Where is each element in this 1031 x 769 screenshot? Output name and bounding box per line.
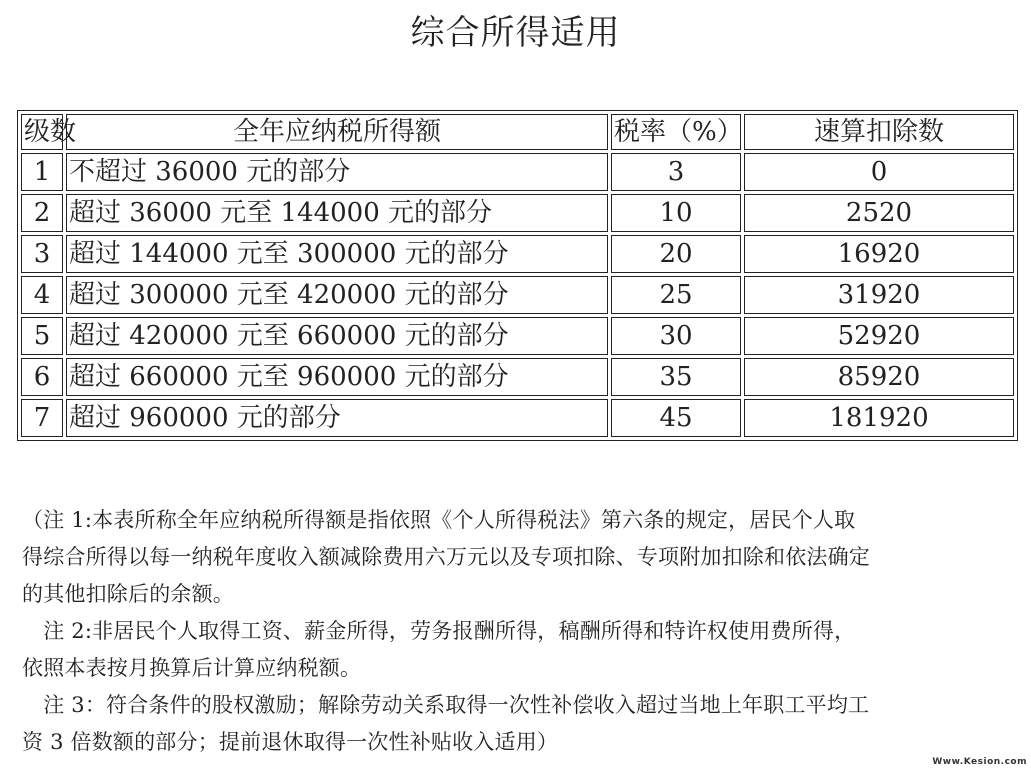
level-cell: 5 (21, 317, 63, 355)
note-1-line: （注 1:本表所称全年应纳税所得额是指依照《个人所得税法》第六条的规定，居民个人取 (22, 508, 856, 532)
header-range: 全年应纳税所得额 (66, 114, 608, 150)
deduction-cell: 181920 (744, 399, 1014, 437)
level-cell: 1 (21, 153, 63, 191)
table-row (21, 153, 1014, 191)
table-row (21, 194, 1014, 232)
table-row (21, 358, 1014, 396)
table-row (21, 235, 1014, 273)
note-3-line: 注 3：符合条件的股权激励；解除劳动关系取得一次性补偿收入超过当地上年职工平均工 (22, 693, 870, 717)
range-cell: 超过 36000 元至 144000 元的部分 (66, 194, 608, 232)
rate-cell: 25 (611, 276, 741, 314)
level-cell: 3 (21, 235, 63, 273)
deduction-cell: 85920 (744, 358, 1014, 396)
note-1-line: 得综合所得以每一纳税年度收入额减除费用六万元以及专项扣除、专项附加扣除和依法确定 (22, 545, 870, 569)
table-row (21, 276, 1014, 314)
notes-section (22, 502, 1022, 761)
note-3-line: 资 3 倍数额的部分；提前退休取得一次性补贴收入适用） (22, 730, 559, 754)
tax-rate-table (17, 110, 1018, 441)
site-watermark: Www.Kesion.com (932, 757, 1027, 767)
rate-cell: 45 (611, 399, 741, 437)
rate-cell: 20 (611, 235, 741, 273)
range-cell: 超过 420000 元至 660000 元的部分 (66, 317, 608, 355)
note-2-line: 依照本表按月换算后计算应纳税额。 (22, 656, 362, 680)
rate-cell: 30 (611, 317, 741, 355)
deduction-cell: 0 (744, 153, 1014, 191)
note-2-line: 注 2:非居民个人取得工资、薪金所得，劳务报酬所得，稿酬所得和特许权使用费所得， (22, 619, 856, 643)
rate-cell: 35 (611, 358, 741, 396)
header-rate: 税率（%） (611, 114, 741, 150)
level-cell: 4 (21, 276, 63, 314)
rate-cell: 10 (611, 194, 741, 232)
range-cell: 超过 144000 元至 300000 元的部分 (66, 235, 608, 273)
range-cell: 超过 660000 元至 960000 元的部分 (66, 358, 608, 396)
range-cell: 不超过 36000 元的部分 (66, 153, 608, 191)
header-level: 级数 (21, 114, 63, 150)
note-1-line: 的其他扣除后的余额。 (22, 582, 234, 606)
header-deduction: 速算扣除数 (744, 114, 1014, 150)
deduction-cell: 2520 (744, 194, 1014, 232)
table-row (21, 399, 1014, 437)
deduction-cell: 52920 (744, 317, 1014, 355)
page-title: 综合所得适用 (410, 13, 621, 53)
range-cell: 超过 960000 元的部分 (66, 399, 608, 437)
range-cell: 超过 300000 元至 420000 元的部分 (66, 276, 608, 314)
level-cell: 6 (21, 358, 63, 396)
level-cell: 2 (21, 194, 63, 232)
level-cell: 7 (21, 399, 63, 437)
deduction-cell: 31920 (744, 276, 1014, 314)
table-row (21, 317, 1014, 355)
rate-cell: 3 (611, 153, 741, 191)
table-header-row (21, 114, 1014, 150)
deduction-cell: 16920 (744, 235, 1014, 273)
